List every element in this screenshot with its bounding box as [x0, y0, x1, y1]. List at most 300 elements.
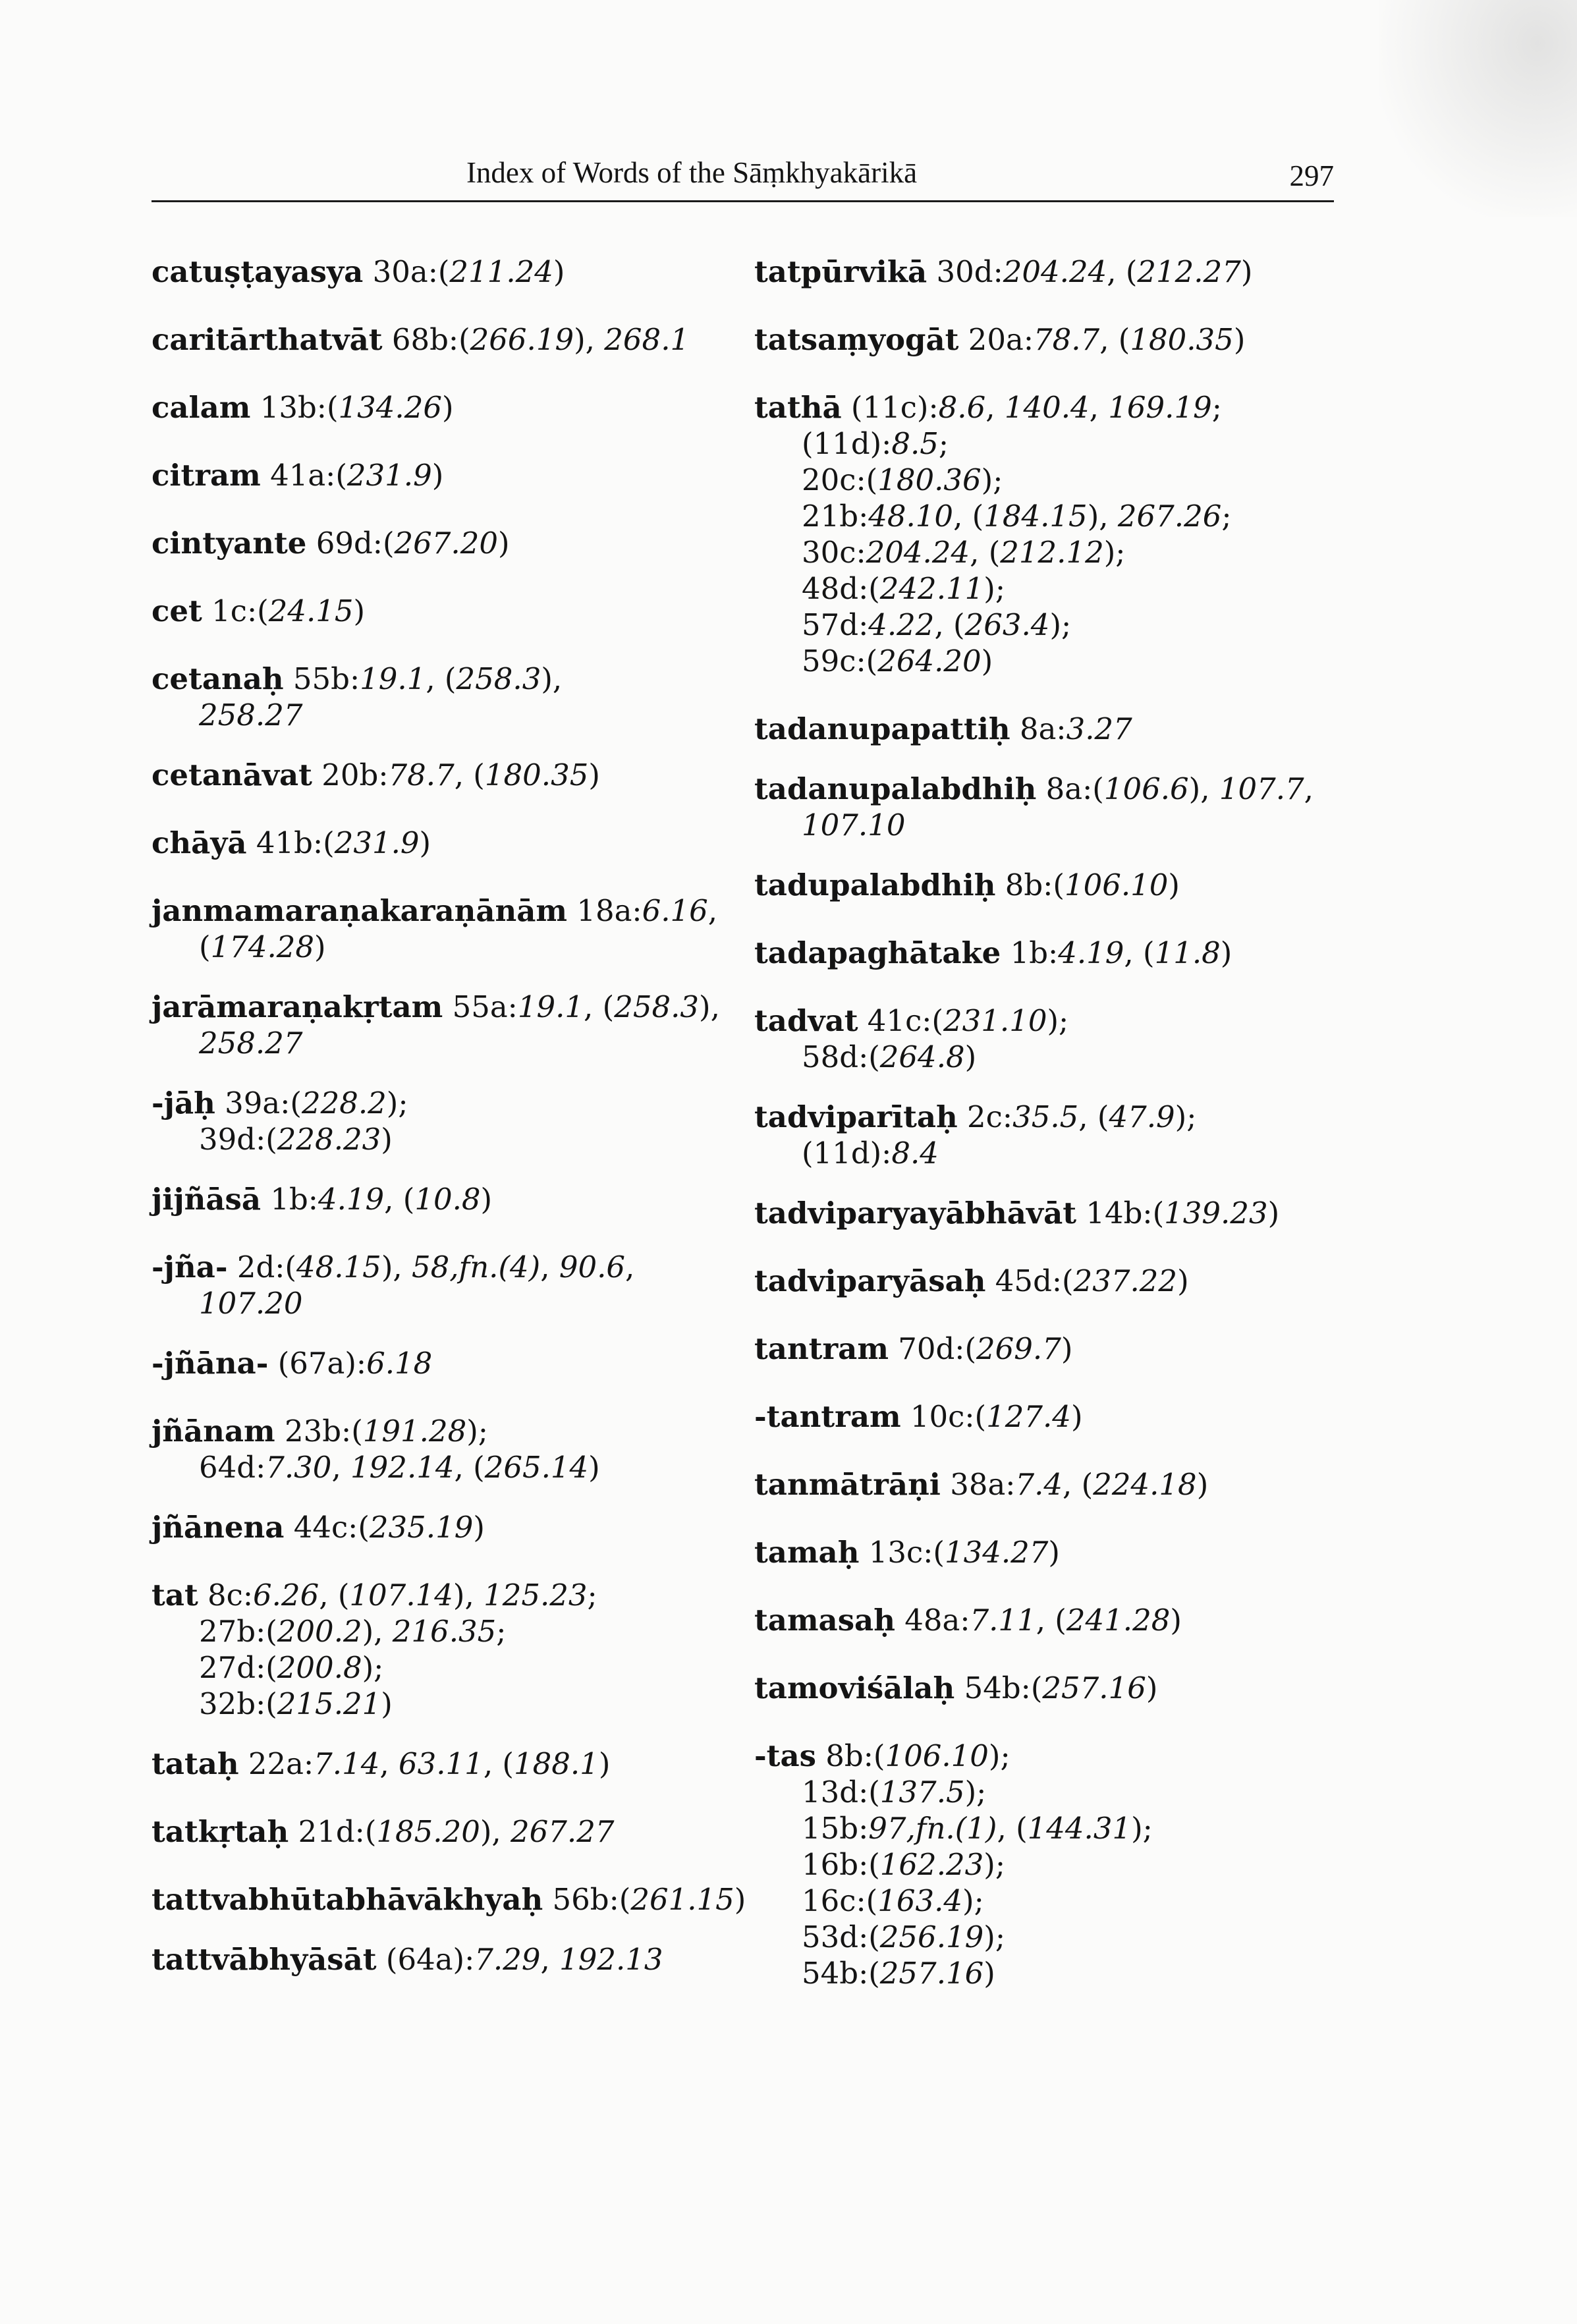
entry-locus: , — [1089, 390, 1109, 425]
entry-locus: ), — [381, 1250, 412, 1285]
index-entry — [754, 935, 1334, 971]
entry-locus: 13c:( — [859, 1535, 945, 1570]
entry-locus: 21d:( — [289, 1814, 377, 1849]
entry-locus: 20a: — [958, 322, 1034, 357]
entry-headword: tamasaḥ — [754, 1603, 895, 1638]
entry-line — [754, 1263, 1334, 1299]
index-entry — [754, 1331, 1334, 1367]
entry-reference: 58,fn.(4) — [411, 1250, 541, 1285]
entry-locus: 27d:( — [199, 1650, 277, 1685]
page-smudge — [1379, 0, 1577, 217]
entry-line — [754, 1099, 1334, 1135]
entry-reference: 3.27 — [1066, 711, 1132, 746]
index-entry — [754, 1195, 1334, 1231]
entry-locus: ); — [983, 571, 1005, 606]
entry-headword: tadviparyāsaḥ — [754, 1263, 986, 1298]
index-entry — [152, 1345, 758, 1381]
entry-locus: 13b:( — [250, 390, 339, 425]
entry-reference: 211.24 — [449, 254, 553, 289]
entry-locus: ); — [983, 1847, 1005, 1882]
entry-line — [152, 893, 758, 929]
entry-headword: janmamaraṇakaraṇānām — [152, 893, 568, 928]
entry-reference: 241.28 — [1066, 1603, 1171, 1638]
entry-reference: 7.29 — [474, 1942, 541, 1977]
entry-reference: 263.4 — [964, 607, 1050, 642]
entry-reference: 180.35 — [1130, 322, 1234, 357]
index-entry — [152, 321, 758, 358]
entry-locus: , ( — [1036, 1603, 1066, 1638]
entry-line — [152, 989, 758, 1025]
entry-locus: 15b: — [802, 1811, 869, 1846]
entry-headword: tadviparyayābhāvāt — [754, 1196, 1077, 1231]
entry-reference: 137.5 — [879, 1775, 965, 1810]
entry-locus: ); — [1047, 1003, 1069, 1038]
entry-locus: 41b:( — [246, 825, 335, 860]
entry-locus: 1b: — [1001, 935, 1059, 970]
index-entry — [754, 321, 1334, 358]
entry-locus: 30d: — [927, 254, 1003, 289]
index-entry — [152, 1085, 758, 1157]
entry-locus: (11c): — [841, 390, 939, 425]
index-column-left — [152, 254, 758, 1978]
entry-reference: 6.26 — [253, 1578, 319, 1613]
entry-locus: 41c:( — [858, 1003, 943, 1038]
entry-headword: caritārthatvāt — [152, 322, 383, 357]
entry-locus: 64d: — [199, 1450, 266, 1485]
entry-line — [152, 1181, 758, 1217]
entry-locus: , — [331, 1450, 351, 1485]
entry-locus: 20b: — [312, 758, 389, 792]
entry-locus: ) — [1048, 1535, 1060, 1570]
entry-headword: chāyā — [152, 825, 247, 860]
index-column-right — [754, 254, 1334, 1991]
entry-headword: cet — [152, 594, 202, 628]
entry-locus: ); — [962, 1883, 984, 1918]
index-entry — [152, 1181, 758, 1217]
entry-continuation-line — [152, 929, 758, 965]
entry-locus: 45d:( — [985, 1263, 1074, 1298]
entry-locus: ) — [480, 1182, 493, 1217]
entry-reference: 266.19 — [470, 322, 574, 357]
entry-locus: ) — [964, 1039, 977, 1074]
index-entry — [152, 1249, 758, 1321]
entry-reference: 216.35 — [392, 1614, 497, 1649]
entry-locus: 58d:( — [802, 1039, 880, 1074]
entry-continuation-line — [754, 1846, 1334, 1883]
entry-reference: 268.1 — [604, 322, 690, 357]
index-entry — [152, 254, 758, 290]
entry-locus: ) — [1233, 322, 1246, 357]
entry-reference: 215.21 — [277, 1686, 381, 1721]
entry-continuation-line — [754, 1919, 1334, 1955]
entry-locus: ), — [362, 1614, 393, 1649]
entry-reference: 4.19 — [318, 1182, 385, 1217]
entry-continuation-line — [152, 697, 758, 733]
entry-locus: ( — [199, 929, 211, 964]
entry-continuation-line — [152, 1285, 758, 1321]
entry-line — [152, 389, 758, 426]
entry-locus: 10c:( — [900, 1399, 987, 1434]
entry-headword: tamoviśālaḥ — [754, 1671, 955, 1705]
entry-locus: ); — [1103, 535, 1126, 570]
entry-locus: , ( — [483, 1746, 514, 1781]
entry-locus: 54b:( — [954, 1671, 1043, 1705]
entry-reference: 90.6 — [559, 1250, 626, 1285]
entry-locus: 39a:( — [215, 1086, 302, 1120]
entry-reference: 4.22 — [868, 607, 935, 642]
entry-headword: citram — [152, 458, 261, 493]
entry-reference: 200.8 — [277, 1650, 362, 1685]
entry-locus: ), — [1188, 771, 1219, 806]
entry-reference: 127.4 — [986, 1399, 1071, 1434]
entry-reference: 63.11 — [398, 1746, 484, 1781]
index-entry — [754, 254, 1334, 290]
index-entry — [754, 1466, 1334, 1503]
entry-locus: ); — [983, 1920, 1005, 1954]
entry-locus: , ( — [426, 661, 456, 696]
entry-continuation-line — [754, 462, 1334, 498]
entry-locus: 55b: — [283, 661, 360, 696]
entry-reference: 191.28 — [362, 1414, 467, 1449]
entry-line — [152, 1941, 758, 1978]
entry-locus: , ( — [934, 607, 965, 642]
entry-reference: 231.10 — [943, 1003, 1047, 1038]
entry-line — [754, 1398, 1334, 1435]
entry-locus: , — [379, 1746, 399, 1781]
index-entry — [152, 757, 758, 793]
entry-continuation-line — [754, 643, 1334, 679]
entry-locus: 56b:( — [543, 1882, 631, 1917]
entry-locus: ; — [938, 426, 949, 461]
entry-line — [754, 321, 1334, 358]
index-entry — [152, 593, 758, 629]
entry-reference: 212.27 — [1137, 254, 1241, 289]
entry-reference: 261.15 — [630, 1882, 734, 1917]
entry-reference: 258.27 — [199, 1026, 303, 1061]
entry-continuation-line — [754, 570, 1334, 607]
entry-headword: tatkṛtaḥ — [152, 1814, 289, 1849]
entry-headword: tat — [152, 1578, 198, 1613]
entry-reference: 48.10 — [868, 499, 954, 534]
entry-line — [152, 661, 758, 697]
index-entry — [152, 1746, 758, 1782]
entry-continuation-line — [754, 1039, 1334, 1075]
entry-headword: jijñāsā — [152, 1182, 262, 1217]
entry-line — [152, 1577, 758, 1613]
entry-line — [754, 771, 1334, 807]
entry-headword: cetanaḥ — [152, 661, 284, 696]
entry-reference: 169.19 — [1108, 390, 1212, 425]
entry-reference: 24.15 — [268, 594, 354, 628]
entry-headword: tadviparītaḥ — [754, 1099, 958, 1134]
entry-reference: 6.16 — [642, 893, 708, 928]
entry-reference: 140.4 — [1004, 390, 1090, 425]
entry-headword: tadupalabdhiḥ — [754, 868, 996, 902]
entry-locus: ); — [1049, 607, 1072, 642]
entry-headword: tatsaṃyogāt — [754, 322, 959, 357]
entry-locus: ; — [496, 1614, 507, 1649]
entry-reference: 192.14 — [350, 1450, 455, 1485]
entry-locus: 57d: — [802, 607, 869, 642]
entry-locus: ), — [541, 661, 563, 696]
entry-line — [754, 1466, 1334, 1503]
entry-locus: , ( — [1063, 1467, 1093, 1502]
entry-locus: ); — [362, 1650, 384, 1685]
entry-headword: tanmātrāṇi — [754, 1467, 941, 1502]
entry-locus: , ( — [997, 1811, 1028, 1846]
entry-reference: 180.35 — [484, 758, 589, 792]
entry-headword: -tas — [754, 1738, 816, 1773]
index-entry — [754, 771, 1334, 843]
entry-continuation-line — [754, 807, 1334, 843]
entry-locus: ); — [386, 1086, 408, 1120]
entry-continuation-line — [152, 1025, 758, 1061]
entry-reference: 35.5 — [1012, 1099, 1079, 1134]
entry-locus: 8a: — [1010, 711, 1066, 746]
entry-locus: ; — [1221, 499, 1232, 534]
entry-locus: 59c:( — [802, 644, 878, 678]
entry-locus: , — [540, 1250, 559, 1285]
entry-locus: , — [625, 1250, 635, 1285]
running-head-title: Index of Words of the Sāṃkhyakārikā — [466, 156, 918, 189]
entry-continuation-line — [754, 1955, 1334, 1991]
entry-locus: 14b:( — [1076, 1196, 1165, 1231]
page-number: 297 — [1289, 159, 1334, 192]
entry-locus: ) — [1177, 1263, 1189, 1298]
entry-line — [152, 1413, 758, 1449]
entry-continuation-line — [152, 1121, 758, 1157]
entry-line — [152, 1249, 758, 1285]
entry-reference: 185.20 — [376, 1814, 480, 1849]
entry-line — [754, 389, 1334, 426]
entry-reference: 4.19 — [1058, 935, 1124, 970]
index-entry — [754, 867, 1334, 903]
entry-line — [152, 1085, 758, 1121]
entry-headword: jñānena — [152, 1510, 285, 1545]
entry-locus: 22a: — [238, 1746, 314, 1781]
entry-reference: 258.3 — [614, 989, 700, 1024]
entry-line — [152, 757, 758, 793]
entry-line — [754, 1670, 1334, 1706]
entry-locus: ) — [983, 1956, 995, 1991]
entry-headword: jarāmaraṇakṛtam — [152, 989, 443, 1024]
entry-headword: tatpūrvikā — [754, 254, 927, 289]
entry-locus: 69d:( — [306, 526, 395, 561]
entry-reference: 134.26 — [338, 390, 442, 425]
entry-reference: 235.19 — [369, 1510, 474, 1545]
entry-reference: 257.16 — [1042, 1671, 1146, 1705]
entry-continuation-line — [754, 1883, 1334, 1919]
entry-locus: 30a:( — [363, 254, 450, 289]
entry-locus: ) — [473, 1510, 485, 1545]
index-entry — [152, 893, 758, 965]
entry-line — [152, 1345, 758, 1381]
entry-line — [754, 1195, 1334, 1231]
entry-reference: 144.31 — [1027, 1811, 1132, 1846]
entry-reference: 224.18 — [1093, 1467, 1197, 1502]
index-entry — [754, 711, 1334, 747]
entry-reference: 184.15 — [983, 499, 1088, 534]
index-entry — [152, 525, 758, 561]
entry-locus: ) — [588, 1450, 600, 1485]
entry-locus: , ( — [319, 1578, 350, 1613]
entry-locus: , — [1304, 771, 1314, 806]
index-entry — [754, 1263, 1334, 1299]
entry-headword: calam — [152, 390, 251, 425]
entry-headword: tamaḥ — [754, 1535, 860, 1570]
entry-locus: 16b:( — [802, 1847, 880, 1882]
entry-locus: , — [985, 390, 1005, 425]
entry-reference: 257.16 — [879, 1956, 984, 1991]
entry-locus: ; — [1211, 390, 1222, 425]
entry-line — [754, 1331, 1334, 1367]
entry-locus: ) — [419, 825, 431, 860]
entry-reference: 6.18 — [366, 1346, 433, 1381]
entry-continuation-line — [754, 498, 1334, 534]
entry-locus: (64a): — [376, 1942, 475, 1977]
entry-reference: 125.23 — [484, 1578, 588, 1613]
index-entry — [152, 1577, 758, 1722]
entry-locus: 1c:( — [202, 594, 269, 628]
entry-locus: 32b:( — [199, 1686, 277, 1721]
entry-locus: 18a: — [567, 893, 642, 928]
entry-locus: ), — [699, 989, 720, 1024]
entry-reference: 134.27 — [944, 1535, 1049, 1570]
entry-reference: 264.20 — [877, 644, 982, 678]
entry-reference: 267.20 — [394, 526, 498, 561]
entry-reference: 267.26 — [1117, 499, 1222, 534]
entry-reference: 8.4 — [891, 1136, 939, 1171]
entry-reference: 200.2 — [277, 1614, 362, 1649]
entry-line — [754, 1003, 1334, 1039]
entry-reference: 188.1 — [513, 1746, 599, 1781]
entry-line — [152, 825, 758, 861]
entry-locus: 55a: — [443, 989, 518, 1024]
entry-locus: ) — [498, 526, 510, 561]
entry-locus: ), — [453, 1578, 484, 1613]
entry-locus: ) — [1061, 1331, 1073, 1366]
entry-reference: 11.8 — [1154, 935, 1221, 970]
entry-locus: 30c: — [802, 535, 866, 570]
entry-locus: , ( — [970, 535, 1001, 570]
entry-locus: ); — [1175, 1099, 1197, 1134]
entry-line — [152, 1746, 758, 1782]
entry-reference: 47.9 — [1109, 1099, 1175, 1134]
index-entry — [152, 1413, 758, 1485]
entry-locus: 27b:( — [199, 1614, 277, 1649]
entry-line — [152, 593, 758, 629]
entry-locus: 54b:( — [802, 1956, 880, 1991]
entry-locus: , ( — [1107, 254, 1138, 289]
entry-locus: 23b:( — [275, 1414, 363, 1449]
entry-continuation-line — [152, 1686, 758, 1722]
entry-line — [152, 254, 758, 290]
entry-locus: ) — [598, 1746, 611, 1781]
entry-locus: 2d:( — [227, 1250, 296, 1285]
entry-locus: ), — [574, 322, 605, 357]
entry-locus: , ( — [1124, 935, 1155, 970]
entry-reference: 19.1 — [517, 989, 584, 1024]
entry-locus: 2c: — [957, 1099, 1013, 1134]
index-entry — [754, 1738, 1334, 1991]
entry-locus: (11d): — [802, 426, 892, 461]
entry-locus: ); — [466, 1414, 488, 1449]
entry-reference: 48.15 — [296, 1250, 381, 1285]
entry-reference: 174.28 — [210, 929, 315, 964]
entry-headword: -jña- — [152, 1250, 228, 1285]
entry-line — [152, 457, 758, 493]
entry-reference: 231.9 — [346, 458, 432, 493]
entry-locus: ) — [588, 758, 600, 792]
entry-locus: ) — [1170, 1603, 1182, 1638]
entry-reference: 192.13 — [559, 1942, 663, 1977]
entry-reference: 78.7 — [388, 758, 455, 792]
entry-locus: ); — [988, 1738, 1010, 1773]
entry-reference: 228.23 — [277, 1122, 381, 1157]
entry-headword: catuṣṭayasya — [152, 254, 364, 289]
index-entry — [152, 1881, 758, 1918]
index-entry — [152, 457, 758, 493]
entry-locus: 41a:( — [260, 458, 347, 493]
entry-locus: ) — [431, 458, 444, 493]
entry-locus: 1b: — [261, 1182, 318, 1217]
index-entry — [152, 661, 758, 733]
index-entry — [754, 389, 1334, 679]
entry-reference: 212.12 — [1000, 535, 1104, 570]
entry-line — [152, 1509, 758, 1545]
entry-locus: ) — [981, 644, 993, 678]
entry-locus: ) — [553, 254, 565, 289]
entry-line — [152, 1881, 758, 1918]
entry-continuation-line — [754, 1810, 1334, 1846]
entry-locus: (11d): — [802, 1136, 892, 1171]
entry-reference: 8.6 — [938, 390, 986, 425]
entry-reference: 204.24 — [1003, 254, 1107, 289]
entry-locus: ) — [353, 594, 366, 628]
entry-locus: 8b:( — [816, 1738, 885, 1773]
entry-headword: cintyante — [152, 526, 307, 561]
entry-locus: 39d:( — [199, 1122, 277, 1157]
index-entry — [754, 1670, 1334, 1706]
entry-reference: 256.19 — [879, 1920, 984, 1954]
entry-reference: 269.7 — [976, 1331, 1061, 1366]
index-entry — [152, 1509, 758, 1545]
entry-locus: ) — [1146, 1671, 1158, 1705]
entry-reference: 106.10 — [1064, 868, 1169, 902]
entry-locus: 13d:( — [802, 1775, 880, 1810]
entry-locus: ; — [587, 1578, 597, 1613]
entry-reference: 7.14 — [314, 1746, 380, 1781]
entry-headword: tadanupalabdhiḥ — [754, 771, 1037, 806]
entry-locus: , ( — [384, 1182, 415, 1217]
entry-locus: , ( — [1078, 1099, 1109, 1134]
entry-reference: 204.24 — [866, 535, 970, 570]
header-rule — [152, 200, 1334, 202]
entry-headword: -tantram — [754, 1399, 901, 1434]
entry-reference: 180.36 — [877, 462, 982, 497]
entry-continuation-line — [152, 1449, 758, 1485]
entry-headword: tadapaghātake — [754, 935, 1001, 970]
entry-reference: 7.4 — [1015, 1467, 1063, 1502]
entry-locus: ), — [480, 1814, 511, 1849]
entry-locus: 48d:( — [802, 571, 880, 606]
entry-reference: 97,fn.(1) — [868, 1811, 997, 1846]
entry-locus: 48a: — [895, 1603, 970, 1638]
entry-reference: 107.10 — [802, 808, 906, 843]
entry-reference: 107.14 — [349, 1578, 453, 1613]
index-entry — [754, 1099, 1334, 1171]
entry-locus: ) — [734, 1882, 746, 1917]
